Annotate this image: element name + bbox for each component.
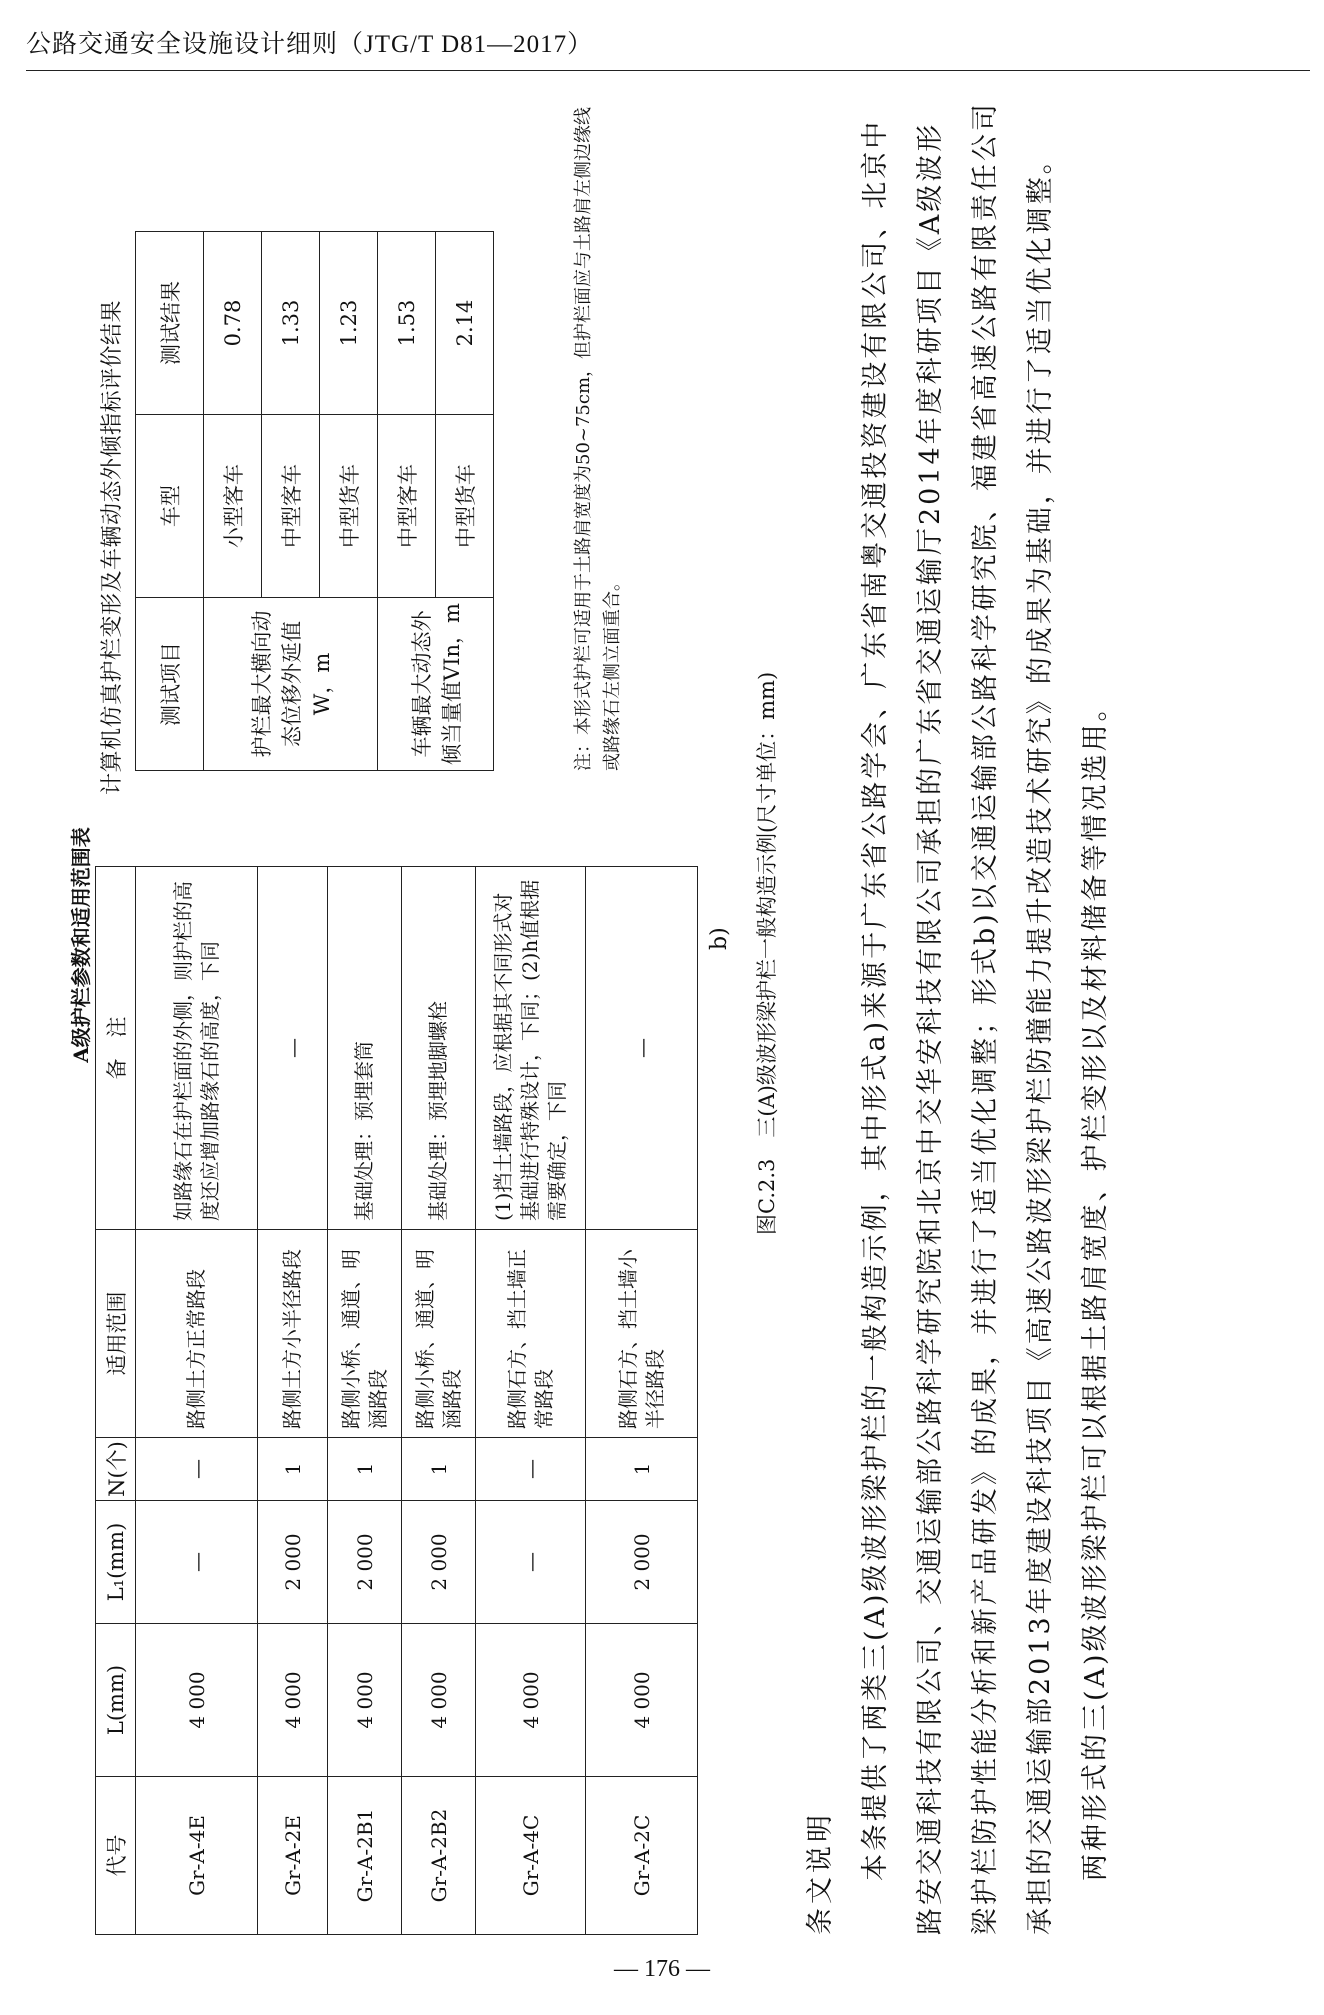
rotated-content bbox=[69, 95, 1295, 1935]
running-header: 公路交通安全设施设计细则（JTG/T D81—2017） bbox=[26, 31, 594, 58]
table2-note: 注：本形式护栏可适用于土路肩宽度为50~75cm，但护栏面应与土路肩左侧边缘线或路缘石左侧立面重合。 bbox=[573, 106, 623, 771]
table1 bbox=[95, 866, 698, 1935]
table-row bbox=[378, 232, 436, 771]
cell-L1: 2 000 bbox=[402, 1501, 476, 1624]
cell-scope: 路侧石方、挡土墙正常路段 bbox=[476, 1230, 586, 1438]
cell-code: Gr-A-2B2 bbox=[402, 1777, 476, 1935]
commentary bbox=[793, 95, 1123, 1935]
cell-result: 1.53 bbox=[378, 232, 436, 415]
cell-L: 4 000 bbox=[258, 1624, 328, 1777]
cell-L1: 2 000 bbox=[328, 1501, 402, 1624]
commentary-heading: 条文说明 bbox=[805, 1811, 836, 1935]
table-row bbox=[402, 867, 476, 1935]
cell-group-W: 护栏最大横向动态位移外延值W，m bbox=[204, 598, 378, 771]
cell-result: 0.78 bbox=[204, 232, 262, 415]
figure-caption: 图C.2.3 三(A)级波形梁护栏一般构造示例(尺寸单位：mm) bbox=[755, 671, 779, 1235]
cell-L: 4 000 bbox=[402, 1624, 476, 1777]
cell-code: Gr-A-2E bbox=[258, 1777, 328, 1935]
cell-vehicle: 小型客车 bbox=[204, 415, 262, 598]
cell-group-VI: 车辆最大动态外倾当量值VIn，m bbox=[378, 598, 494, 771]
table2-header-item: 测试项目 bbox=[136, 598, 204, 771]
cell-N: — bbox=[136, 1438, 258, 1501]
commentary-paragraph-1: 本条提供了两类三(A)级波形梁护栏的一般构造示例，其中形式a)来源于广东省公路学会、广东省南粤交通投资建设有限公司、北京中路安交通科技有限公司、交通运输部公路科学研究院和北京中交华安科技有限公司承担的广东省交通运输厅2014年度科研项目《A级波形梁护栏防护性能分析和新产品研发》的成果，并进行了适当优化调整；形式b)以交通运输部公路科学研究院、福建省高速公路有限责任公司承担的交通运输部2013年度建设科技项目《高速公路波形梁护栏防撞能力提升改造技术研究》的成果为基础，并进行了适当优化调整。 bbox=[860, 101, 1056, 1935]
table-row bbox=[258, 867, 328, 1935]
cell-result: 1.33 bbox=[262, 232, 320, 415]
cell-remark: 基础处理：预埋地脚螺栓 bbox=[402, 867, 476, 1230]
cell-vehicle: 中型客车 bbox=[378, 415, 436, 598]
cell-remark: (1)挡土墙路段，应根据其不同形式对基础进行特殊设计，下同；(2)h值根据需要确定，下同 bbox=[476, 867, 586, 1230]
table1-header-L: L(mm) bbox=[96, 1624, 136, 1777]
cell-L1: — bbox=[136, 1501, 258, 1624]
figure-sublabel: b) bbox=[707, 927, 732, 950]
table-row bbox=[476, 867, 586, 1935]
page-number: — 176 — bbox=[614, 1956, 710, 1982]
table-row bbox=[136, 867, 258, 1935]
cell-L: 4 000 bbox=[136, 1624, 258, 1777]
cell-scope: 路侧小桥、通道、明涵路段 bbox=[328, 1230, 402, 1438]
table-row bbox=[328, 867, 402, 1935]
table1-header-L1: L₁(mm) bbox=[96, 1501, 136, 1624]
table2-header-row bbox=[136, 232, 204, 771]
cell-code: Gr-A-4E bbox=[136, 1777, 258, 1935]
cell-scope: 路侧土方正常路段 bbox=[136, 1230, 258, 1438]
table2 bbox=[135, 231, 494, 771]
cell-result: 1.23 bbox=[320, 232, 378, 415]
cell-vehicle: 中型货车 bbox=[436, 415, 494, 598]
table1-header-code: 代号 bbox=[96, 1777, 136, 1935]
cell-code: Gr-A-2B1 bbox=[328, 1777, 402, 1935]
table1-header-scope: 适用范围 bbox=[96, 1230, 136, 1438]
cell-result: 2.14 bbox=[436, 232, 494, 415]
cell-scope: 路侧小桥、通道、明涵路段 bbox=[402, 1230, 476, 1438]
cell-remark: — bbox=[586, 867, 698, 1230]
cell-N: 1 bbox=[586, 1438, 698, 1501]
header-rule bbox=[26, 70, 1310, 71]
cell-L: 4 000 bbox=[328, 1624, 402, 1777]
commentary-paragraph-2: 两种形式的三(A)级波形梁护栏可以根据土路肩宽度、护栏变形以及材料储备等情况选用。 bbox=[1080, 691, 1111, 1881]
table2-title: 计算机仿真护栏变形及车辆动态外倾指标评价结果 bbox=[100, 299, 125, 795]
cell-scope: 路侧土方小半径路段 bbox=[258, 1230, 328, 1438]
cell-L1: 2 000 bbox=[258, 1501, 328, 1624]
table1-header-row bbox=[96, 867, 136, 1935]
cell-remark: — bbox=[258, 867, 328, 1230]
cell-L: 4 000 bbox=[476, 1624, 586, 1777]
table1-title: A级护栏参数和适用范围表 bbox=[69, 827, 93, 1063]
table2-header-vehicle: 车型 bbox=[136, 415, 204, 598]
table-row bbox=[204, 232, 262, 771]
table1-header-N: N(个) bbox=[96, 1438, 136, 1501]
table2-header-result: 测试结果 bbox=[136, 232, 204, 415]
cell-L1: 2 000 bbox=[586, 1501, 698, 1624]
table1-header-remark: 备 注 bbox=[96, 867, 136, 1230]
cell-vehicle: 中型货车 bbox=[320, 415, 378, 598]
cell-code: Gr-A-4C bbox=[476, 1777, 586, 1935]
cell-scope: 路侧石方、挡土墙小半径路段 bbox=[586, 1230, 698, 1438]
cell-vehicle: 中型客车 bbox=[262, 415, 320, 598]
cell-remark: 如路缘石在护栏面的外侧，则护栏的高度还应增加路缘石的高度，下同 bbox=[136, 867, 258, 1230]
cell-L1: — bbox=[476, 1501, 586, 1624]
cell-N: 1 bbox=[328, 1438, 402, 1501]
cell-remark: 基础处理：预埋套筒 bbox=[328, 867, 402, 1230]
cell-L: 4 000 bbox=[586, 1624, 698, 1777]
cell-N: — bbox=[476, 1438, 586, 1501]
table-row bbox=[586, 867, 698, 1935]
cell-N: 1 bbox=[402, 1438, 476, 1501]
cell-code: Gr-A-2C bbox=[586, 1777, 698, 1935]
cell-N: 1 bbox=[258, 1438, 328, 1501]
